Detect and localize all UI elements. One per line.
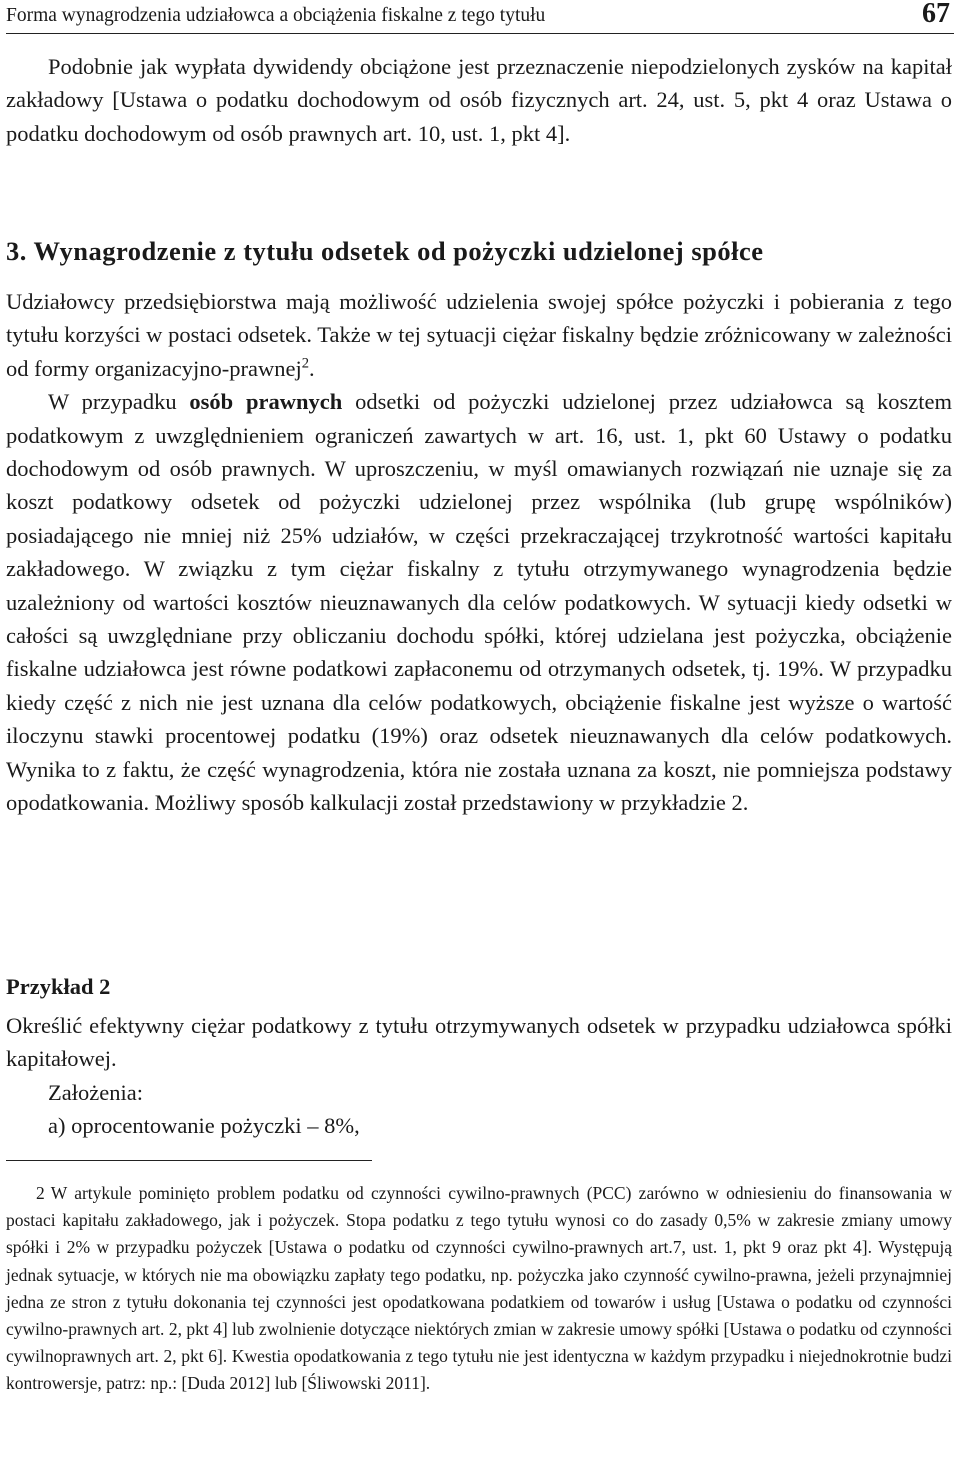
- example-body: [6, 1009, 952, 1143]
- footnote-reference: 2: [301, 355, 310, 372]
- section-paragraph-1: [6, 285, 952, 385]
- footnote-text: W artykule pominięto problem podatku od czynności cywilno-prawnych (PCC) zarówno w odniesieniu do finansowania w postaci kapitału zakładowego, jak i pożyczek. Stopa podatku z tego tytułu wynosi co do zasady 0,5% w zakresie zmiany umowy spółki i 2% w przypadku pożyczek [Ustawa o podatku od czynności cywilno-prawnych art.7, ust. 1, pkt 9 oraz pkt 4]. Występują jednak sytuacje, w których nie ma obowiązku zapłaty tego podatku, np. pożyczka jako czynność cywilno-prawna, jeżeli przynajmniej jedna ze stron z tytułu dokonania tej czynności jest opodatkowana podatkiem od towarów i usług [Ustawa o podatku od czynności cywilno-prawnych art. 2, pkt 4] lub zwolnienie dotyczące niektórych zmian w zakresie umowy spółki [Ustawa o podatku od czynności cywilnoprawnych art. 2, pkt 6]. Kwestia opodatkowania z tego tytułu nie jest identyczna w każdym przypadku i niejednokrotnie budzi kontrowersje, patrz: np.: [Duda 2012] lub [Śliwowski 2011].: [6, 1183, 952, 1394]
- section-heading: 3. Wynagrodzenie z tytułu odsetek od pożyczki udzielonej spółce: [6, 236, 764, 266]
- running-header-title: Forma wynagrodzenia udziałowca a obciążenia fiskalne z tego tytułu: [6, 5, 546, 26]
- intro-paragraph: Podobnie jak wypłata dywidendy obciążone jest przeznaczenie niepodzielonych zysków na kapitał zakładowy [Ustawa o podatku dochodowym od osób fizycznych art. 24, ust. 5, pkt 4 oraz Ustawa o podatku dochodowym od osób prawnych art. 10, ust. 1, pkt 4].: [6, 54, 952, 146]
- footnote-paragraph: [6, 1180, 952, 1398]
- page-number: 67: [922, 0, 950, 29]
- section-paragraph-1-end: .: [309, 355, 315, 381]
- example-task: Określić efektywny ciężar podatkowy z tytułu otrzymywanych odsetek w przypadku udziałowca spółki kapitałowej.: [6, 1013, 952, 1072]
- footnote-divider: [6, 1160, 372, 1161]
- intro-section: [6, 50, 952, 150]
- example-title: Przykład 2: [6, 974, 111, 999]
- section-paragraph-2: [6, 385, 952, 819]
- example-assumption-a: a) oprocentowanie pożyczki – 8%,: [48, 1113, 360, 1139]
- section-body: [6, 285, 952, 820]
- bold-term-legal-persons: osób prawnych: [189, 389, 343, 415]
- footnote-number: 2: [36, 1183, 45, 1203]
- running-header: [6, 0, 954, 34]
- section-paragraph-2-lead: W przypadku: [48, 389, 190, 415]
- example-assumptions-label: Założenia:: [48, 1079, 143, 1105]
- section-paragraph-2-rest: odsetki od pożyczki udzielonej przez udziałowca są kosztem podatkowym z uwzględnieniem ograniczeń zawartych w art. 16, ust. 1, pkt 60 Ustawy o podatku dochodowym od osób prawnych. W uproszczeniu, w myśl omawianych rozwiązań nie uznaje się za koszt podatkowy odsetek od pożyczki udzielonej przez wspólnika (lub grupę wspólników) posiadającego nie mniej niż 25% udziałów, w części przekraczającej trzykrotność wartości kapitału zakładowego. W związku z tym ciężar fiskalny z tytułu otrzymywanego wynagrodzenia będzie uzależniony od wartości kosztów nieuznawanych dla celów podatkowych. W sytuacji kiedy odsetki w całości są uwzględniane przy obliczaniu dochodu spółki, której udzielana jest pożyczka, obciążenie fiskalne udziałowca jest równe podatkowi zapłaconemu od otrzymanych odsetek, tj. 19%. W przypadku kiedy część z nich nie jest uznana dla celów podatkowych, obciążenie fiskalne jest wyższe o wartość iloczynu stawki procentowej podatku (19%) oraz odsetek nieuznawanych dla celów podatkowych. Wynika to z faktu, że część wynagrodzenia, która nie została uznana za koszt, nie pomniejsza podstawy opodatkowania. Możliwy sposób kalkulacji został przedstawiony w przykładzie 2.: [6, 389, 953, 816]
- footnote: [6, 1180, 952, 1398]
- section-paragraph-1-text: Udziałowcy przedsiębiorstwa mają możliwość udzielenia swojej spółce pożyczki i pobierania z tego tytułu korzyści w postaci odsetek. Także w tej sytuacji ciężar fiskalny będzie zróżnicowany w zależności od formy organizacyjno-prawnej: [6, 289, 952, 381]
